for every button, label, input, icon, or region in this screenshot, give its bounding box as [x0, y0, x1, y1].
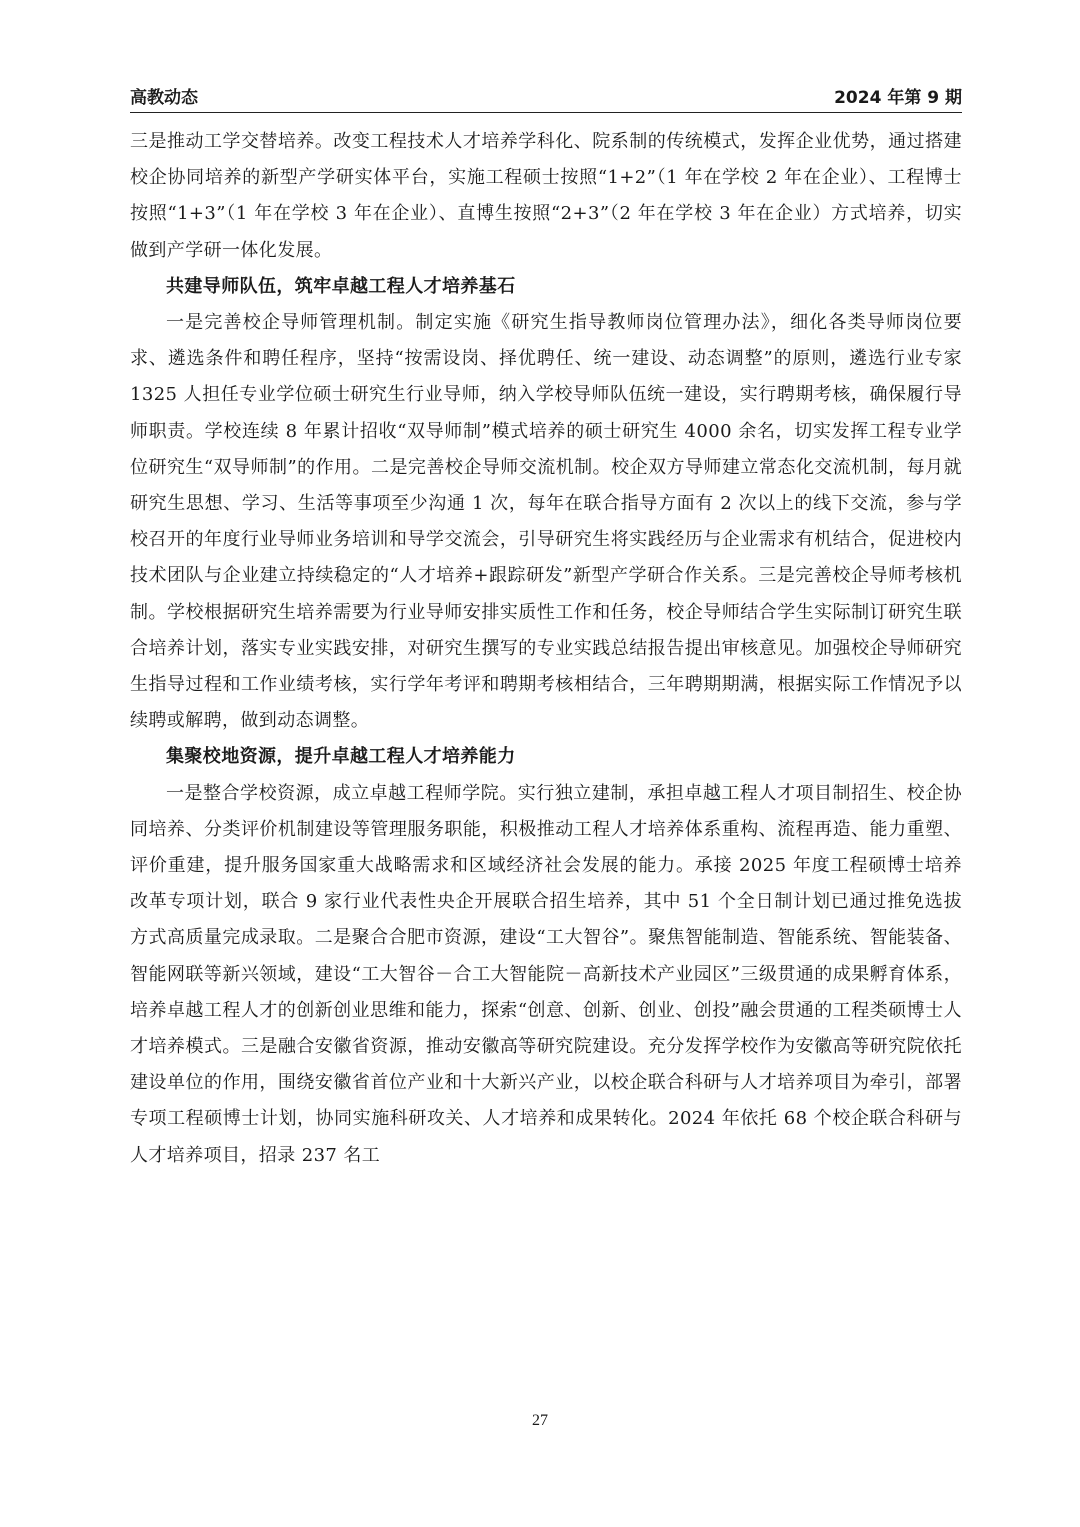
- section-heading-mentors: 共建导师队伍，筑牢卓越工程人才培养基石: [166, 275, 516, 297]
- issue-number: 2024 年第 9 期: [834, 88, 962, 108]
- section-heading-resources: 集聚校地资源，提升卓越工程人才培养能力: [166, 746, 516, 768]
- running-header: [130, 76, 962, 113]
- journal-name: 高教动态: [130, 88, 198, 108]
- paragraph-work-study: 三是推动工学交替培养。改变工程技术人才培养学科化、院系制的传统模式，发挥企业优势，通过搭建校企协同培养的新型产学研实体平台，实施工程硕士按照“1+2”（1 年在学校 2 年在企业）、工程博士按照“1+3”（1 年在学校 3 年在企业）、直博生按照“2+3”（2 年在学校 3 年在企业）方式培养，切实做到产学研一体化发展。: [130, 131, 962, 261]
- paragraph-mentor-mechanisms: 一是完善校企导师管理机制。制定实施《研究生指导教师岗位管理办法》，细化各类导师岗位要求、遴选条件和聘任程序，坚持“按需设岗、择优聘任、统一建设、动态调整”的原则，遴选行业专家 1325 人担任专业学位硕士研究生行业导师，纳入学校导师队伍统一建设，实行聘期考核，确保履行导师职责。学校连续 8 年累计招收“双导师制”模式培养的硕士研究生 4000 余名，切实发挥工程专业学位研究生“双导师制”的作用。二是完善校企导师交流机制。校企双方导师建立常态化交流机制，每月就研究生思想、学习、生活等事项至少沟通 1 次，每年在联合指导方面有 2 次以上的线下交流，参与学校召开的年度行业导师业务培训和导学交流会，引导研究生将实践经历与企业需求有机结合，促进校内技术团队与企业建立持续稳定的“人才培养+跟踪研发”新型产学研合作关系。三是完善校企导师考核机制。学校根据研究生培养需要为行业导师安排实质性工作和任务，校企导师结合学生实际制订研究生联合培养计划，落实专业实践安排，对研究生撰写的专业实践总结报告提出审核意见。加强校企导师研究生指导过程和工作业绩考核，实行学年考评和聘期考核相结合，三年聘期期满，根据实际工作情况予以续聘或解聘，做到动态调整。: [130, 312, 962, 732]
- article-body: [130, 124, 962, 1174]
- paragraph-resource-integration: 一是整合学校资源，成立卓越工程师学院。实行独立建制，承担卓越工程人才项目制招生、校企协同培养、分类评价机制建设等管理服务职能，积极推动工程人才培养体系重构、流程再造、能力重塑、评价重建，提升服务国家重大战略需求和区域经济社会发展的能力。承接 2025 年度工程硕博士培养改革专项计划，联合 9 家行业代表性央企开展联合招生培养，其中 51 个全日制计划已通过推免选拔方式高质量完成录取。二是聚合合肥市资源，建设“工大智谷”。聚焦智能制造、智能系统、智能装备、智能网联等新兴领域，建设“工大智谷－合工大智能院－高新技术产业园区”三级贯通的成果孵育体系，培养卓越工程人才的创新创业思维和能力，探索“创意、创新、创业、创投”融会贯通的工程类硕博士人才培养模式。三是融合安徽省资源，推动安徽高等研究院建设。充分发挥学校作为安徽高等研究院依托建设单位的作用，围绕安徽省首位产业和十大新兴产业，以校企联合科研与人才培养项目为牵引，部署专项工程硕博士计划，协同实施科研攻关、人才培养和成果转化。2024 年依托 68 个校企联合科研与人才培养项目，招录 237 名工: [130, 782, 962, 1166]
- page-number: 27: [532, 1412, 548, 1429]
